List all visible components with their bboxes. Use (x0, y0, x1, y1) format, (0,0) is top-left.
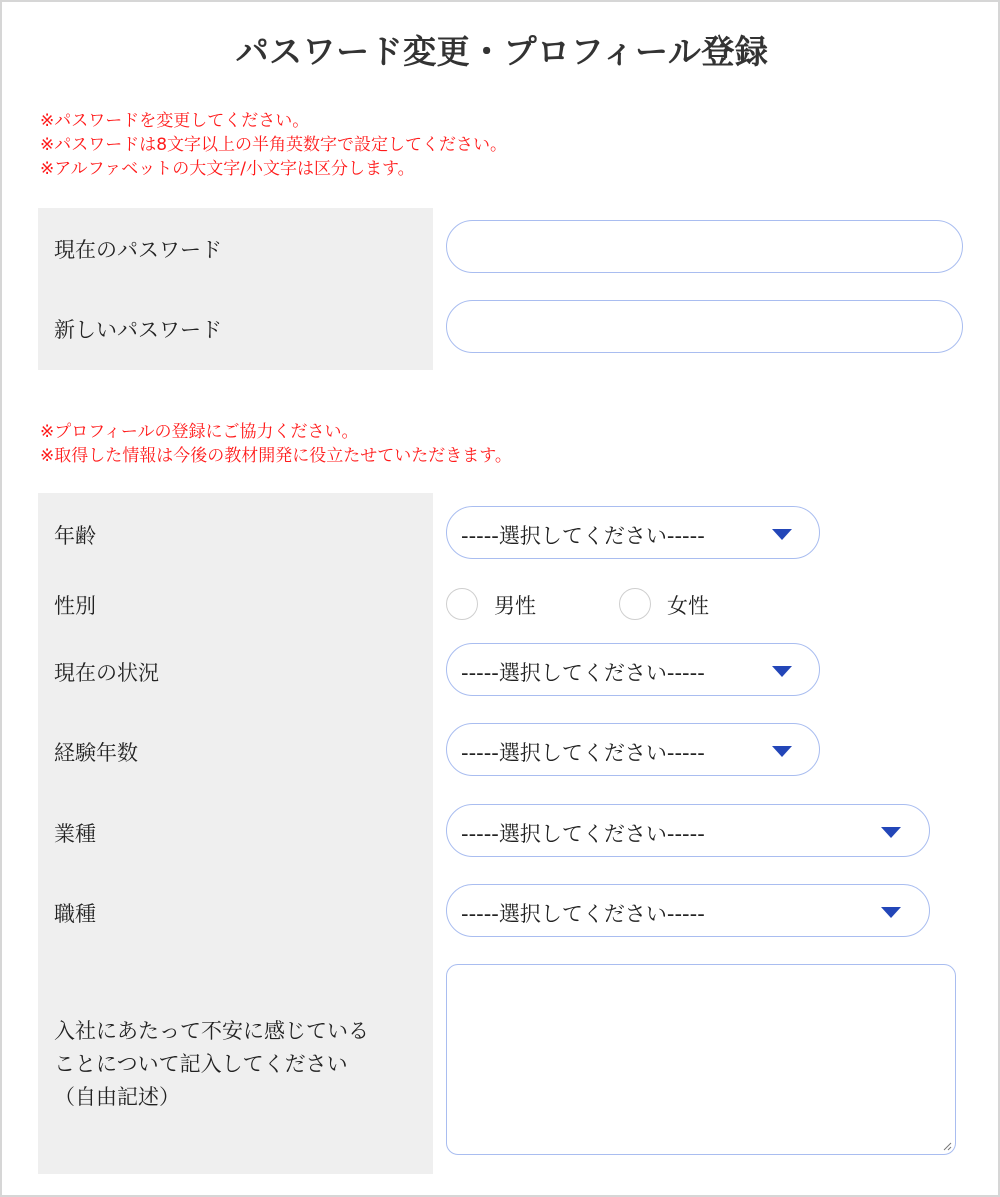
age-label: 年齢 (54, 524, 96, 548)
new-password-label: 新しいパスワード (54, 318, 222, 342)
password-notes (40, 109, 507, 181)
status-select-value: -----選択してください----- (461, 661, 705, 685)
gender-label: 性別 (54, 594, 96, 618)
current-password-label: 現在のパスワード (54, 238, 222, 262)
experience-label: 経験年数 (54, 741, 138, 765)
job-label: 職種 (54, 902, 96, 926)
current-password-input[interactable] (446, 220, 963, 273)
chevron-down-icon (881, 827, 901, 838)
new-password-input[interactable] (446, 300, 963, 353)
chevron-down-icon (881, 907, 901, 918)
profile-notes (40, 420, 512, 468)
age-select-value: -----選択してください----- (461, 524, 705, 548)
job-select-value: -----選択してください----- (461, 902, 705, 926)
industry-label: 業種 (54, 822, 96, 846)
gender-radio-female[interactable] (619, 588, 651, 620)
chevron-down-icon (772, 666, 792, 677)
profile-note-2: ※取得した情報は今後の教材開発に役立たせていただきます。 (40, 446, 512, 466)
concerns-textarea[interactable] (446, 964, 956, 1155)
experience-select-value: -----選択してください----- (461, 741, 705, 765)
industry-select-value: -----選択してください----- (461, 822, 705, 846)
chevron-down-icon (772, 529, 792, 540)
concerns-label (54, 1015, 369, 1114)
status-select[interactable] (446, 643, 820, 696)
password-note-1: ※パスワードを変更してください。 (40, 111, 310, 131)
password-note-3: ※アルファベットの大文字/小文字は区分します。 (40, 159, 415, 179)
chevron-down-icon (772, 746, 792, 757)
profile-note-1: ※プロフィールの登録にご協力ください。 (40, 422, 359, 442)
concerns-label-line-1: 入社にあたって不安に感じている (54, 1019, 369, 1043)
concerns-label-line-3: （自由記述） (54, 1085, 180, 1109)
password-note-2: ※パスワードは8文字以上の半角英数字で設定してください。 (40, 135, 508, 155)
age-select[interactable] (446, 506, 820, 559)
job-select[interactable] (446, 884, 930, 937)
concerns-label-line-2: ことについて記入してください (54, 1052, 348, 1076)
password-label-column (38, 208, 433, 370)
gender-option-male-label: 男性 (494, 594, 536, 618)
industry-select[interactable] (446, 804, 930, 857)
experience-select[interactable] (446, 723, 820, 776)
resize-handle-icon[interactable] (942, 1141, 952, 1151)
page-title: パスワード変更・プロフィール登録 (235, 32, 769, 71)
status-label: 現在の状況 (54, 661, 159, 685)
gender-option-female-label: 女性 (667, 594, 709, 618)
gender-radio-male[interactable] (446, 588, 478, 620)
